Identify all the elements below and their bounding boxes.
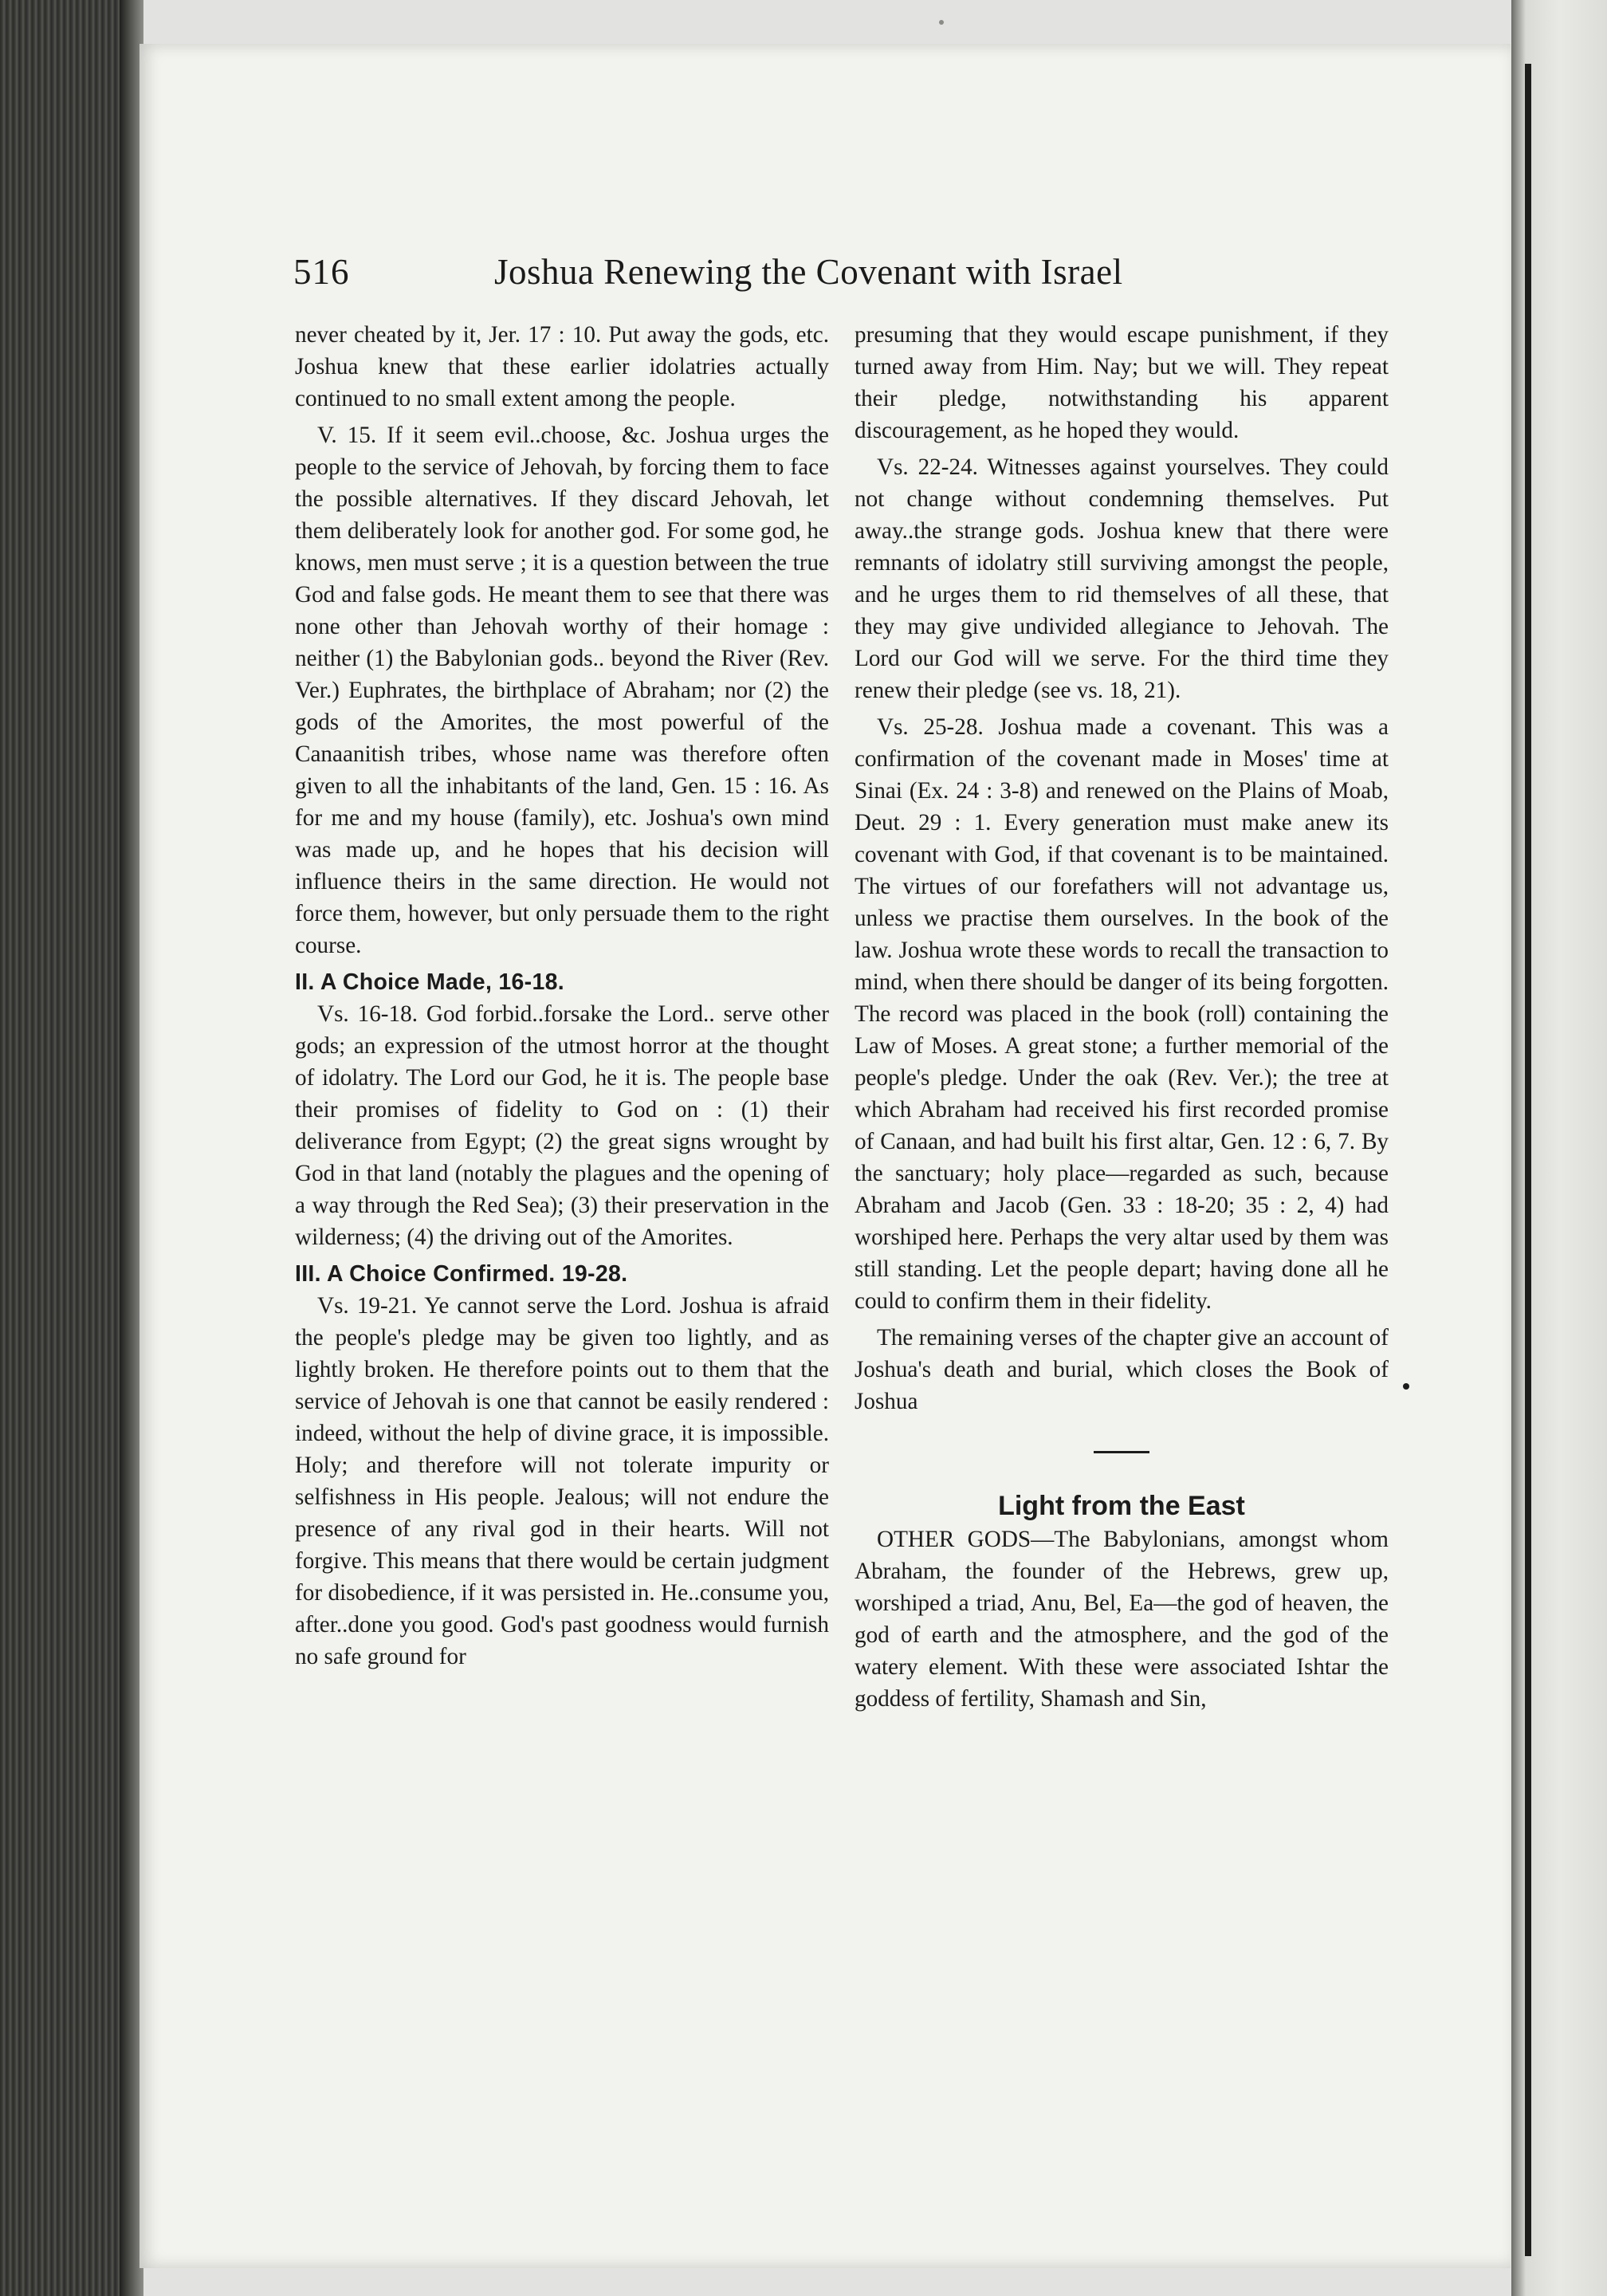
paragraph: The remaining verses of the chapter give an account of Joshua's death and burial, which closes the Book of Joshua bbox=[855, 1325, 1389, 1414]
paragraph: never cheated by it, Jer. 17 : 10. Put away the gods, etc. Joshua knew that these earlier idolatries actually continued to no small extent among the people. bbox=[295, 322, 829, 411]
left-column bbox=[295, 319, 829, 1673]
adjacent-page-edge bbox=[1525, 64, 1531, 2256]
running-title: Joshua Renewing the Covenant with Israel bbox=[494, 252, 1123, 292]
section-title: Light from the East bbox=[998, 1491, 1245, 1521]
page-header bbox=[293, 251, 1393, 299]
section-heading: III. A Choice Confirmed. 19-28. bbox=[295, 1261, 628, 1287]
paragraph: V. 15. If it seem evil..choose, &c. Joshua urges the people to the service of Jehovah, by forcing them to face the possible alternatives. If they discard Jehovah, let them deliberately look for another god. For some god, he knows, men must serve ; it is a question between the true God and false gods. He meant them to see that there was none other than Jehovah worthy of their homage : neither (1) the Babylonian gods.. beyond the River (Rev. Ver.) Euphrates, the birthplace of Abraham; nor (2) the gods of the Amorites, the most powerful of the Canaanitish tribes, whose name was therefore often given to all the inhabitants of the land, Gen. 15 : 16. As for me and my house (family), etc. Joshua's own mind was made up, and he hopes that his decision will influence theirs in the same direction. He would not force them, however, but only persuade them to the right course. bbox=[295, 423, 829, 958]
paragraph: presuming that they would escape punishment, if they turned away from Him. Nay; but we will. They repeat their pledge, notwithstanding his apparent discouragement, as he hoped they would. bbox=[855, 322, 1389, 443]
paper-speck bbox=[939, 20, 944, 25]
paragraph: OTHER GODS—The Babylonians, amongst whom Abraham, the founder of the Hebrews, grew up, worshiped a triad, Anu, Bel, Ea—the god of heaven, the god of earth and the atmosphere, and the god of the watery element. With these were associated Ishtar the goddess of fertility, Shamash and Sin, bbox=[855, 1527, 1389, 1712]
paragraph: Vs. 16-18. God forbid..forsake the Lord.. serve other gods; an expression of the utmost horror at the thought of idolatry. The Lord our God, he it is. The people base their promises of fidelity to God on : (1) their deliverance from Egypt; (2) the great signs wrought by God in that land (notably the plagues and the opening of a way through the Red Sea); (3) their preservation in the wilderness; (4) the driving out of the Amorites. bbox=[295, 1001, 829, 1250]
margin-dot bbox=[1403, 1383, 1409, 1390]
paragraph: Vs. 22-24. Witnesses against yourselves. They could not change without condemning themselves. Put away..the strange gods. Joshua knew that there were remnants of idolatry still surviving amongst the people, and he urges them to rid themselves of all these, that they may give undivided allegiance to Jehovah. The Lord our God will we serve. For the third time they renew their pledge (see vs. 18, 21). bbox=[855, 454, 1389, 703]
page-number: 516 bbox=[293, 252, 350, 292]
section-divider bbox=[1094, 1451, 1149, 1453]
right-column bbox=[855, 319, 1389, 1715]
book-page-stack bbox=[0, 0, 136, 2296]
paragraph: Vs. 25-28. Joshua made a covenant. This was a confirmation of the covenant made in Moses' time at Sinai (Ex. 24 : 3-8) and renewed on the Plains of Moab, Deut. 29 : 1. Every generation must make anew its covenant with God, if that covenant is to be maintained. The virtues of our forefathers will not advantage us, unless we practise them ourselves. In the book of the law. Joshua wrote these words to recall the transaction to mind, when there should be danger of its being forgotten. The record was placed in the book (roll) containing the Law of Moses. A great stone; a further memorial of the people's pledge. Under the oak (Rev. Ver.); the tree at which Abraham had received his first recorded promise of Canaan, and had built his first altar, Gen. 12 : 6, 7. By the sanctuary; holy place—regarded as such, because Abraham and Jacob (Gen. 33 : 18-20; 35 : 2, 4) had worshiped here. Perhaps the very altar used by them was still standing. Let the people depart; having done all he could to confirm them in their fidelity. bbox=[855, 714, 1389, 1314]
paragraph: Vs. 19-21. Ye cannot serve the Lord. Joshua is afraid the people's pledge may be given too lightly, and as lightly broken. He therefore points out to them that the service of Jehovah is one that cannot be easily rendered : indeed, without the help of divine grace, it is impossible. Holy; and therefore will not tolerate impurity or selfishness in His people. Jealous; will not endure the presence of any rival god in their hearts. Will not forgive. This means that there would be certain judgment for disobedience, if it was persisted in. He..consume you, after..done you good. God's past goodness would furnish no safe ground for bbox=[295, 1293, 829, 1669]
section-heading: II. A Choice Made, 16-18. bbox=[295, 969, 564, 995]
